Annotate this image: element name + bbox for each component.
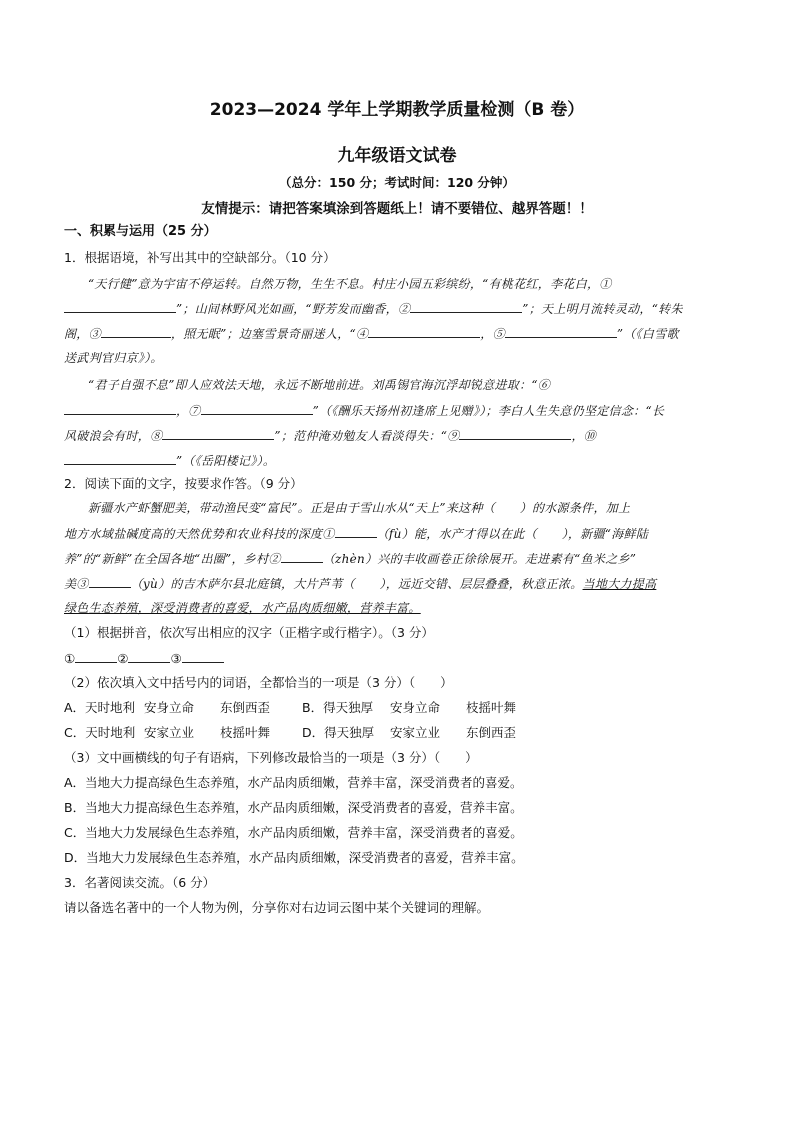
q2-sub2: （2）依次填入文中括号内的词语，全都恰当的一项是（3 分）（ ） (64, 675, 453, 690)
option-a-word3: 东倒西歪 (220, 700, 271, 715)
q2-text: （fù）能，水产才得以在此（ ），新疆“海鲜陆 (376, 527, 649, 541)
option-c-word2: 安家立业 (144, 725, 195, 740)
q2-text: 美③ (64, 577, 89, 591)
q1-p1-line3 (64, 325, 730, 342)
option-c[interactable]: C．天时地利 (64, 725, 136, 740)
q1-text: ，⑤ (480, 327, 505, 341)
q2-sub1: （1）根据拼音，依次写出相应的汉字（正楷字或行楷字）。（3 分） (64, 625, 434, 640)
q2-passage-line3 (64, 550, 730, 567)
q2-passage-line1 (64, 500, 730, 516)
option-b-word3: 枝摇叶舞 (466, 700, 517, 715)
option-b[interactable]: B．得天独厚 (302, 700, 374, 715)
answer-blank[interactable] (281, 550, 323, 563)
answer-blank[interactable] (101, 325, 171, 338)
q2-passage-line4 (64, 575, 730, 592)
option-b-word2: 安身立命 (390, 700, 441, 715)
answer-blank[interactable] (505, 325, 617, 338)
answer-blank[interactable] (64, 402, 176, 415)
q2-text: （yù）的吉木萨尔县北庭镇，大片芦苇（ ），远近交错、层层叠叠，秋意正浓。 (130, 577, 583, 591)
q1-p2-line1 (64, 377, 730, 393)
option-d-word2: 安家立业 (390, 725, 441, 740)
exam-subtitle: 九年级语文试卷 (337, 146, 457, 166)
q1-text: 阁，③ (64, 327, 101, 341)
exam-title: 2023—2024 学年上学期教学质量检测（B 卷） (209, 100, 585, 120)
q1-text: ”；山间林野风光如画，“野芳发而幽香，② (176, 302, 411, 316)
q1-p2-line4 (64, 452, 730, 469)
q1-text: 送武判官归京》）。 (64, 351, 163, 365)
option-d-word3: 东倒西歪 (466, 725, 517, 740)
answer-blank[interactable] (182, 650, 224, 663)
q1-p1-line1 (64, 276, 730, 292)
underlined-sentence: 绿色生态养殖，深受消费者的喜爱，水产品肉质细嫩，营养丰富。 (64, 601, 421, 615)
option-a[interactable]: A．当地大力提高绿色生态养殖，水产品肉质细嫩，营养丰富，深受消费者的喜爱。 (64, 775, 523, 790)
answer-blank[interactable] (335, 525, 377, 538)
q1-text: ”；范仲淹劝勉友人看淡得失：“⑨ (274, 429, 460, 443)
answer-blank[interactable] (459, 427, 571, 440)
option-c-word3: 枝摇叶舞 (220, 725, 271, 740)
q2-text: （zhèn）兴的丰收画卷正徐徐展开。走进素有“鱼米之乡” (322, 552, 637, 566)
answer-blank[interactable] (410, 300, 522, 313)
section-heading: 一、积累与运用（25 分） (64, 224, 217, 239)
q1-text: “天行健”意为宇宙不停运转。自然万物，生生不息。村庄小园五彩缤纷，“有桃花红，李花白，① (88, 277, 612, 291)
answer-blank[interactable] (201, 402, 313, 415)
q1-text: ”（《岳阳楼记》）。 (176, 454, 276, 468)
q1-text: ”（《酬乐天扬州初逢席上见赠》）；李白人生失意仍坚定信念：“长 (312, 404, 665, 418)
q1-stem: 1．根据语境，补写出其中的空缺部分。（10 分） (64, 250, 336, 265)
answer-blank[interactable] (89, 575, 131, 588)
option-d[interactable]: D．当地大力发展绿色生态养殖，水产品肉质细嫩，深受消费者的喜爱，营养丰富。 (64, 850, 524, 865)
q1-text: ，⑩ (571, 429, 597, 443)
q1-text: “君子自强不息”即人应效法天地，永远不断地前进。刘禹锡官海沉浮却锐意进取：“⑥ (88, 378, 551, 392)
q2-sub2-options-row1 (64, 700, 730, 716)
option-a[interactable]: A．天时地利 (64, 700, 136, 715)
q2-sub2-options-row2 (64, 725, 730, 741)
option-b[interactable]: B．当地大力提高绿色生态养殖，水产品肉质细嫩，深受消费者的喜爱，营养丰富。 (64, 800, 523, 815)
q1-text: 风破浪会有时，⑧ (64, 429, 163, 443)
q1-p1-line2 (64, 300, 730, 317)
answer-blank[interactable] (64, 300, 176, 313)
q1-text: ，照无眠”；边塞雪景奇丽迷人，“④ (170, 327, 369, 341)
score-time: （总分：150 分；考试时间：120 分钟） (279, 175, 515, 190)
option-a-word2: 安身立命 (144, 700, 195, 715)
q2-sub1-answers (64, 650, 730, 667)
q1-text: ”；天上明月流转灵动，“转朱 (522, 302, 683, 316)
answer-blank[interactable] (75, 650, 117, 663)
q2-text: 新疆水产虾蟹肥美，带动渔民变“富民”。正是由于雪山水从“天上”来这种（ ）的水源条件，加上 (88, 501, 631, 515)
q1-p2-line3 (64, 427, 730, 444)
answer-blank[interactable] (64, 452, 176, 465)
q2-text: 养”的“新鲜”在全国各地“出圈”，乡村② (64, 552, 281, 566)
q1-text: ”（《白雪歌 (616, 327, 679, 341)
q1-text: ，⑦ (176, 404, 201, 418)
answer-mark: ① (64, 651, 76, 666)
underlined-sentence: 当地大力提高 (582, 577, 657, 591)
answer-mark: ③ (170, 651, 182, 666)
q2-text: 地方水域盐碱度高的天然优势和农业科技的深度① (64, 527, 335, 541)
q2-sub3: （3）文中画横线的句子有语病，下列修改最恰当的一项是（3 分）（ ） (64, 750, 478, 765)
q2-passage-line2 (64, 525, 730, 542)
answer-blank[interactable] (368, 325, 480, 338)
q2-passage-line5 (64, 600, 730, 616)
q2-stem: 2．阅读下面的文字，按要求作答。（9 分） (64, 476, 303, 491)
answer-blank[interactable] (128, 650, 170, 663)
q1-p1-line4 (64, 350, 730, 366)
q3-stem: 3．名著阅读交流。（6 分） (64, 875, 216, 890)
answer-blank[interactable] (162, 427, 274, 440)
option-c[interactable]: C．当地大力发展绿色生态养殖，水产品肉质细嫩，营养丰富，深受消费者的喜爱。 (64, 825, 523, 840)
notice: 友情提示：请把答案填涂到答题纸上！请不要错位、越界答题！！ (201, 201, 593, 217)
answer-mark: ② (117, 651, 129, 666)
option-d[interactable]: D．得天独厚 (302, 725, 375, 740)
q1-p2-line2 (64, 402, 730, 419)
q3-text: 请以备选名著中的一个人物为例，分享你对右边词云图中某个关键词的理解。 (64, 900, 490, 915)
